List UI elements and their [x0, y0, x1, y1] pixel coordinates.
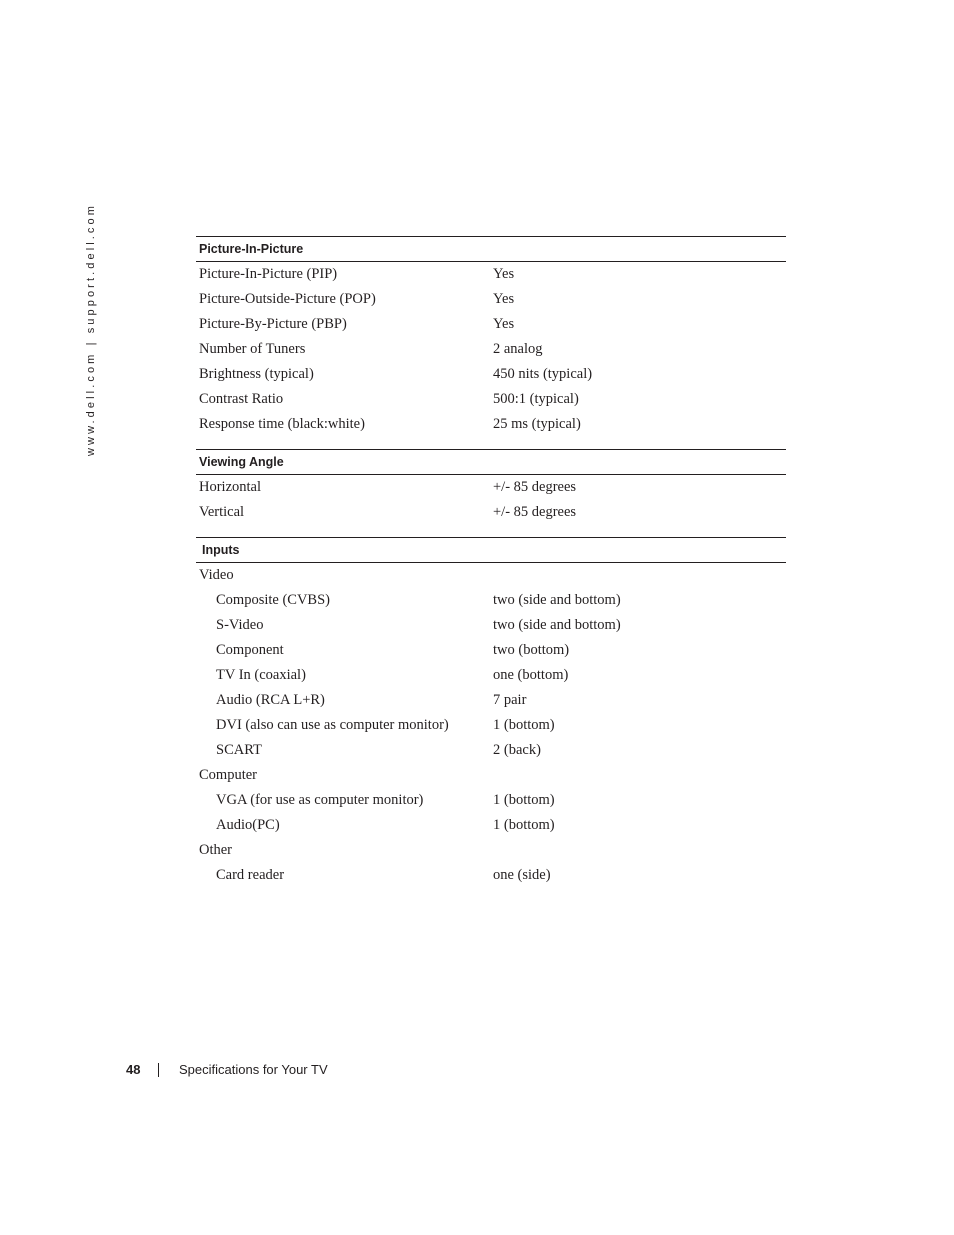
spec-group-row	[196, 563, 786, 588]
spec-group-row	[196, 838, 786, 863]
spec-label: DVI (also can use as computer monitor)	[216, 717, 449, 733]
spec-label: Picture-By-Picture (PBP)	[199, 316, 347, 332]
spec-value: one (bottom)	[493, 667, 569, 683]
spec-row	[196, 613, 786, 638]
spec-label: Picture-In-Picture (PIP)	[199, 266, 338, 282]
section-header: Inputs	[196, 537, 786, 563]
spec-label: Vertical	[199, 504, 245, 520]
spec-label: Other	[199, 842, 233, 858]
spec-row	[196, 638, 786, 663]
spec-label: S-Video	[216, 617, 264, 633]
section-picture-in-picture	[196, 236, 786, 437]
spec-value: +/- 85 degrees	[493, 479, 577, 495]
spec-value: 2 analog	[493, 341, 543, 357]
spec-row	[196, 475, 786, 500]
spec-row	[196, 500, 786, 525]
spec-label: VGA (for use as computer monitor)	[216, 792, 424, 808]
spec-value: 450 nits (typical)	[493, 366, 593, 382]
spec-row	[196, 312, 786, 337]
spec-row	[196, 863, 786, 888]
spec-row	[196, 387, 786, 412]
spec-row	[196, 788, 786, 813]
spec-value: 25 ms (typical)	[493, 416, 581, 432]
spec-value: two (side and bottom)	[493, 617, 621, 633]
spec-label: TV In (coaxial)	[216, 667, 306, 683]
spec-value: 1 (bottom)	[493, 717, 555, 733]
spec-label: Brightness (typical)	[199, 366, 314, 382]
spec-label: Response time (black:white)	[199, 416, 365, 432]
spec-value: 7 pair	[493, 692, 527, 708]
spec-label: Number of Tuners	[199, 341, 306, 357]
side-url-text: www.dell.com | support.dell.com	[85, 202, 97, 456]
spec-row	[196, 663, 786, 688]
spec-value: 1 (bottom)	[493, 817, 555, 833]
spec-value: two (bottom)	[493, 642, 570, 658]
section-inputs	[196, 537, 786, 888]
spec-value: Yes	[493, 316, 515, 332]
spec-value: one (side)	[493, 867, 551, 883]
section-header: Picture-In-Picture	[196, 236, 786, 262]
spec-table	[196, 236, 786, 900]
spec-value: Yes	[493, 266, 515, 282]
spec-row	[196, 713, 786, 738]
spec-row	[196, 337, 786, 362]
footer-divider	[158, 1063, 159, 1077]
spec-group-row	[196, 763, 786, 788]
footer-title: Specifications for Your TV	[179, 1062, 328, 1077]
spec-row	[196, 412, 786, 437]
spec-row	[196, 262, 786, 287]
spec-label: Audio(PC)	[216, 817, 280, 833]
spec-value: Yes	[493, 291, 515, 307]
spec-value: 1 (bottom)	[493, 792, 555, 808]
spec-row	[196, 813, 786, 838]
spec-value: two (side and bottom)	[493, 592, 621, 608]
spec-label: Component	[216, 642, 284, 658]
page-number: 48	[126, 1062, 141, 1077]
spec-row	[196, 362, 786, 387]
spec-label: Computer	[199, 767, 257, 783]
spec-label: Card reader	[216, 867, 285, 883]
spec-label: Picture-Outside-Picture (POP)	[199, 291, 376, 307]
spec-label: SCART	[216, 742, 262, 758]
spec-row	[196, 588, 786, 613]
section-header: Viewing Angle	[196, 449, 786, 475]
spec-value: 500:1 (typical)	[493, 391, 579, 407]
spec-label: Contrast Ratio	[199, 391, 284, 407]
spec-row	[196, 287, 786, 312]
spec-value: +/- 85 degrees	[493, 504, 577, 520]
spec-label: Audio (RCA L+R)	[216, 692, 325, 708]
spec-label: Video	[199, 567, 234, 583]
spec-value: 2 (back)	[493, 742, 541, 758]
spec-row	[196, 738, 786, 763]
spec-label: Composite (CVBS)	[216, 592, 330, 608]
section-viewing-angle	[196, 449, 786, 525]
spec-row	[196, 688, 786, 713]
spec-label: Horizontal	[199, 479, 262, 495]
